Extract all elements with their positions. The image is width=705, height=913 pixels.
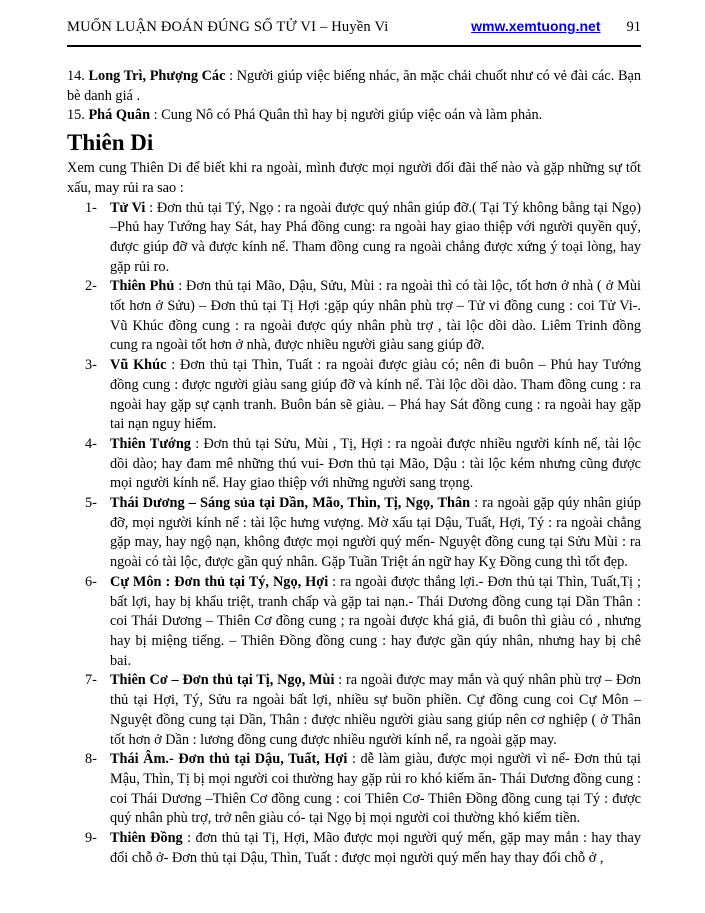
list-item-number: 3- <box>85 357 97 374</box>
list-item-star-name: Thiên Tướng <box>110 435 191 452</box>
list-item-star-name: Thiên Cơ – Đơn thủ tại Tị, Ngọ, Mùi <box>110 672 335 689</box>
list-item-text: : Đơn thủ tại Sửu, Mùi , Tị, Hợi : ra ngoài được nhiều người kính nể, tài lộc dồi dào; hay đam mê những thú vui- Đơn thủ tại Mão, Dậu : tài lộc kém nhưng cũng được mọi người kính nể. Hay giao thiệp với những người sang trọng. <box>110 435 641 492</box>
list-item <box>67 435 641 494</box>
list-item-number: 7- <box>85 672 97 689</box>
list-item-text: : Đơn thủ tại Thìn, Tuất : ra ngoài được giàu có; nên đi buôn – Phủ hay Tướng đồng cung : được người giàu sang giúp đỡ và kính nể. Tài lộc dồi dào. Tham đồng cung : ra ngoài hay gặp sự cạnh tranh. Buôn bán sẽ giàu. – Phá hay Sát đồng cung : ra ngoài hay gặp tai nạn nguy hiểm. <box>110 357 641 433</box>
section-intro: Xem cung Thiên Di để biết khi ra ngoài, mình được mọi người đối đãi thế nào và gặp những sự tốt xấu, may rủi ra sao : <box>67 160 641 196</box>
list-item-text: : dễ làm giàu, được mọi người vì nể- Đơn thủ tại Mậu, Thìn, Tị bị mọi người coi thường hay gặp rủi ro khó kiếm ăn- Thái Dương đồng cung : coi Thái Dương –Thiên Cơ đồng cung : coi Thiên Cơ- Thiên Đồng đồng cung tại Tý : được quý nhân phù trợ, trở nên giàu có- tại Ngọ bị mọi người coi thường khó kiếm tiền. <box>110 751 641 827</box>
list-item <box>67 750 641 829</box>
list-item-text: : đơn thủ tại Tị, Hợi, Mão được mọi người quý mến, gặp may mắn : hay thay đổi chỗ ở- Đơn thủ tại Dậu, Thìn, Tuất : được mọi người quý mến hay thay đổi chỗ ở , <box>110 830 641 866</box>
list-item <box>67 356 641 435</box>
paragraph-14-text: : Người giúp việc biếng nhác, ăn mặc chải chuốt như có vẻ đài các. Bạn bè danh giá . <box>67 68 641 104</box>
header-divider <box>67 45 641 47</box>
list-item-number: 4- <box>85 435 97 452</box>
list-item-text: : Đơn thủ tại Mão, Dậu, Sửu, Mùi : ra ngoài thì có tài lộc, tốt hơn ở nhà ( ở Mùi tốt hơn ở Sửu) – Đơn thủ tại Tị Hợi :gặp qúy nhân phù trợ – Tử vi đồng cung : coi Tử Vi-. Vũ Khúc đồng cung : ra ngoài được qúy nhân phù trợ , tài lộc dồi dào. Liêm Trinh đồng cung ra ngoài tốt hơn ở nhà, được nhiều người giàu sang giúp đỡ. <box>110 278 641 354</box>
list-item-number: 8- <box>85 751 97 768</box>
list-item-star-name: Thái Dương – Sáng sủa tại Dần, Mão, Thìn, Tị, Ngọ, Thân <box>110 495 471 512</box>
paragraph-14 <box>67 67 641 106</box>
list-item-number: 1- <box>85 199 97 216</box>
page-header <box>67 18 641 36</box>
numbered-list <box>67 199 641 869</box>
list-item-star-name: Vũ Khúc <box>110 357 167 374</box>
list-item-text: : ra ngoài gặp qúy nhân giúp đỡ, mọi người kính nể : tài lộc hưng vượng. Mờ xấu tại Dậu, Tuất, Hợi, Tý : ra ngoài chẳng gặp may, hay ngộ nạn, không được mọi người quý mến- Nguyệt đồng cung tại Sửu Mùi : ra ngoài có tài lộc, được gần quý nhân. Gặp Tuần Triệt án ngữ hay Kỵ Đồng cung thì tốt đẹp. <box>110 495 641 571</box>
website-link[interactable]: wmw.xemtuong.net <box>471 18 601 34</box>
list-item <box>67 199 641 278</box>
list-item-star-name: Thiên Đồng <box>110 830 183 847</box>
list-item <box>67 671 641 750</box>
list-item-text: : ra ngoài được thắng lợi.- Đơn thủ tại Thìn, Tuất,Tị ; bất lợi, hay bị khẩu triệt, tranh chấp và gặp tai nạn.- Thái Dương đồng cung tại Dần Thân : coi Thái Dương – Thiên Cơ đồng cung ; ra ngoài được khá giả, đi buôn thì giàu có , nhưng hay bị miệng tiếng. – Thiên Đồng đồng cung : hay được gần qúy nhân, nhưng hay bị chê bai. <box>110 573 641 669</box>
list-item-star-name: Thái Âm.- Đơn thủ tại Dậu, Tuất, Hợi <box>110 751 348 768</box>
list-item <box>67 277 641 356</box>
list-item <box>67 494 641 573</box>
paragraph-15-text: : Cung Nô có Phá Quân thì hay bị người giúp việc oán và làm phản. <box>150 107 543 124</box>
page-content <box>67 67 641 868</box>
list-item-number: 6- <box>85 573 97 590</box>
list-item <box>67 573 641 672</box>
paragraph-15-number: 15. <box>67 107 85 124</box>
list-item-text: : Đơn thủ tại Tý, Ngọ : ra ngoài được quý nhân giúp đỡ.( Tại Tý không bằng tại Ngọ) –Phủ hay Tướng hay Sát, hay Phá đồng cung: ra ngoài hay giao thiệp với người quyền quý, được giúp đỡ và được kính nể. Tham đồng cung ra ngoài chẳng được xứng ý toại lòng, hay gặp rủi ro. <box>110 199 641 275</box>
paragraph-15-star-name: Phá Quân <box>88 107 151 124</box>
list-item <box>67 829 641 868</box>
paragraph-15 <box>67 106 641 126</box>
paragraph-14-star-name: Long Trì, Phượng Các <box>88 68 226 84</box>
section-heading: Thiên Di <box>67 130 154 156</box>
list-item-star-name: Cự Môn : Đơn thủ tại Tý, Ngọ, Hợi <box>110 573 329 590</box>
list-item-star-name: Thiên Phủ <box>110 278 175 295</box>
paragraph-14-number: 14. <box>67 68 85 84</box>
list-item-number: 9- <box>85 830 97 847</box>
list-item-text: : ra ngoài được may mắn và quý nhân phù trợ – Đơn thủ tại Hợi, Tý, Sửu ra ngoài bất lợi, nhiều sự buồn phiền. Cự đồng cung coi Cự Môn – Nguyệt đồng cung tại Dần, Thân : được nhiều người giàu sang giúp nên cơ nghiệp ( ở Thân tốt hơn ở Dần : lương đồng cung được nhiều người kính nể, ra ngoài gặp may. <box>110 672 641 748</box>
list-item-number: 5- <box>85 495 97 512</box>
book-title: MUỐN LUẬN ĐOÁN ĐÚNG SỐ TỬ VI – Huyền Vi <box>67 19 389 35</box>
list-item-number: 2- <box>85 278 97 295</box>
list-item-star-name: Tử Vi <box>110 199 146 216</box>
page-number: 91 <box>626 19 641 35</box>
